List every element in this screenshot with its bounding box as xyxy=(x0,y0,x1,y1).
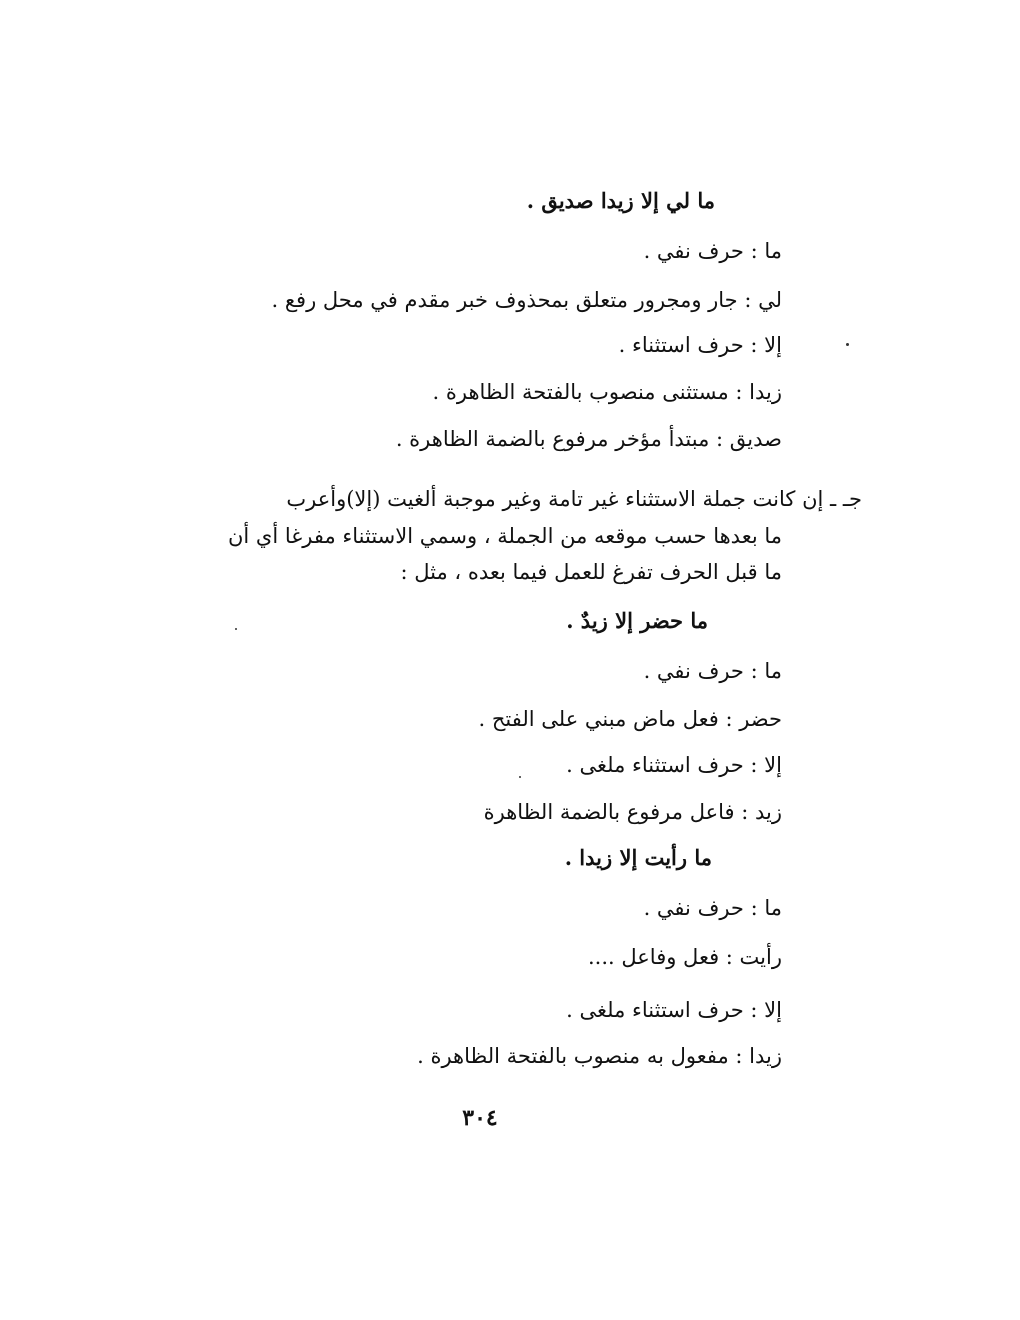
example3-line-4: زيدا : مفعول به منصوب بالفتحة الظاهرة . xyxy=(417,1044,782,1068)
rule-line-3: ما قبل الحرف تفرغ للعمل فيما بعده ، مثل : xyxy=(400,560,782,584)
example2-sentence: ما حضر إلا زيدٌ . xyxy=(566,608,708,633)
rule-line-2: ما بعدها حسب موقعه من الجملة ، وسمي الاستثناء مفرغا أي أن xyxy=(228,524,782,548)
example3-line-2: رأيت : فعل وفاعل .... xyxy=(587,945,782,969)
example1-line-4: زيدا : مستثنى منصوب بالفتحة الظاهرة . xyxy=(432,380,782,404)
example3-line-3: إلا : حرف استثناء ملغى . xyxy=(566,998,782,1022)
example1-line-2: لي : جار ومجرور متعلق بمحذوف خبر مقدم في محل رفع . xyxy=(271,288,782,312)
example3-line-1: ما : حرف نفي . xyxy=(643,896,782,920)
example1-line-1: ما : حرف نفي . xyxy=(643,239,782,263)
example2-line-3: إلا : حرف استثناء ملغى . xyxy=(566,753,782,777)
example1-line-3: إلا : حرف استثناء . xyxy=(618,333,782,357)
example2-line-2: حضر : فعل ماض مبني على الفتح . xyxy=(478,707,782,731)
scan-speck xyxy=(846,343,849,346)
rule-line-1: جـ ـ إن كانت جملة الاستثناء غير تامة وغير موجبة ألغيت (إلا)وأعرب xyxy=(286,487,862,511)
example1-sentence: ما لي إلا زيدا صديق . xyxy=(526,188,715,213)
scan-speck xyxy=(519,776,521,778)
page-number: ٣٠٤ xyxy=(462,1105,498,1131)
example2-line-4: زيد : فاعل مرفوع بالضمة الظاهرة xyxy=(483,800,782,824)
example2-line-1: ما : حرف نفي . xyxy=(643,659,782,683)
example1-line-5: صديق : مبتدأ مؤخر مرفوع بالضمة الظاهرة . xyxy=(395,427,782,451)
scan-speck xyxy=(235,628,237,630)
example3-sentence: ما رأيت إلا زيدا . xyxy=(564,845,712,870)
